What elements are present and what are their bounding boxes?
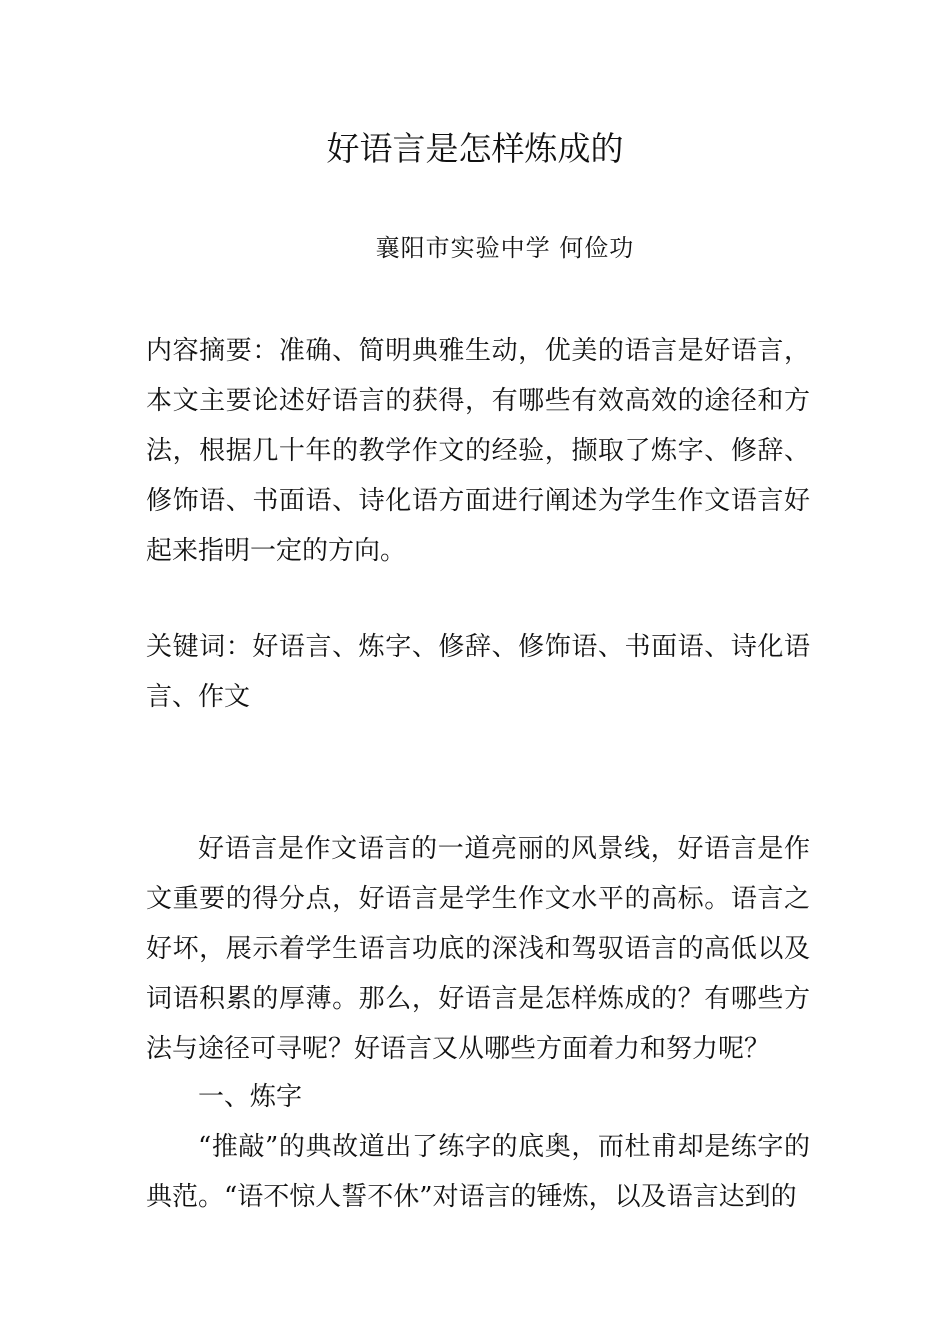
body-paragraph: 好语言是作文语言的一道亮丽的风景线，好语言是作文重要的得分点，好语言是学生作文水平的高标。语言之好坏，展示着学生语言功底的深浅和驾驭语言的高低以及词语积累的厚薄。那么，好语言是怎样炼成的？有哪些方法与途径可寻呢？好语言又从哪些方面着力和努力呢？ xyxy=(146,834,810,1064)
author-line: 襄阳市实验中学 何俭功 xyxy=(375,234,635,262)
section-heading: 一、炼字 xyxy=(198,1082,303,1112)
keywords-paragraph: 关键词：好语言、炼字、修辞、修饰语、书面语、诗化语言、作文 xyxy=(146,632,810,712)
document-title: 好语言是怎样炼成的 xyxy=(326,129,624,168)
body-paragraph: “推敲”的典故道出了练字的底奥，而杜甫却是练字的典范。“语不惊人誓不休”对语言的锤炼，以及语言达到的 xyxy=(146,1132,810,1212)
abstract-paragraph: 内容摘要：准确、简明典雅生动，优美的语言是好语言，本文主要论述好语言的获得，有哪些有效高效的途径和方法，根据几十年的教学作文的经验，撷取了炼字、修辞、修饰语、书面语、诗化语方面进行阐述为学生作文语言好起来指明一定的方向。 xyxy=(146,336,810,566)
